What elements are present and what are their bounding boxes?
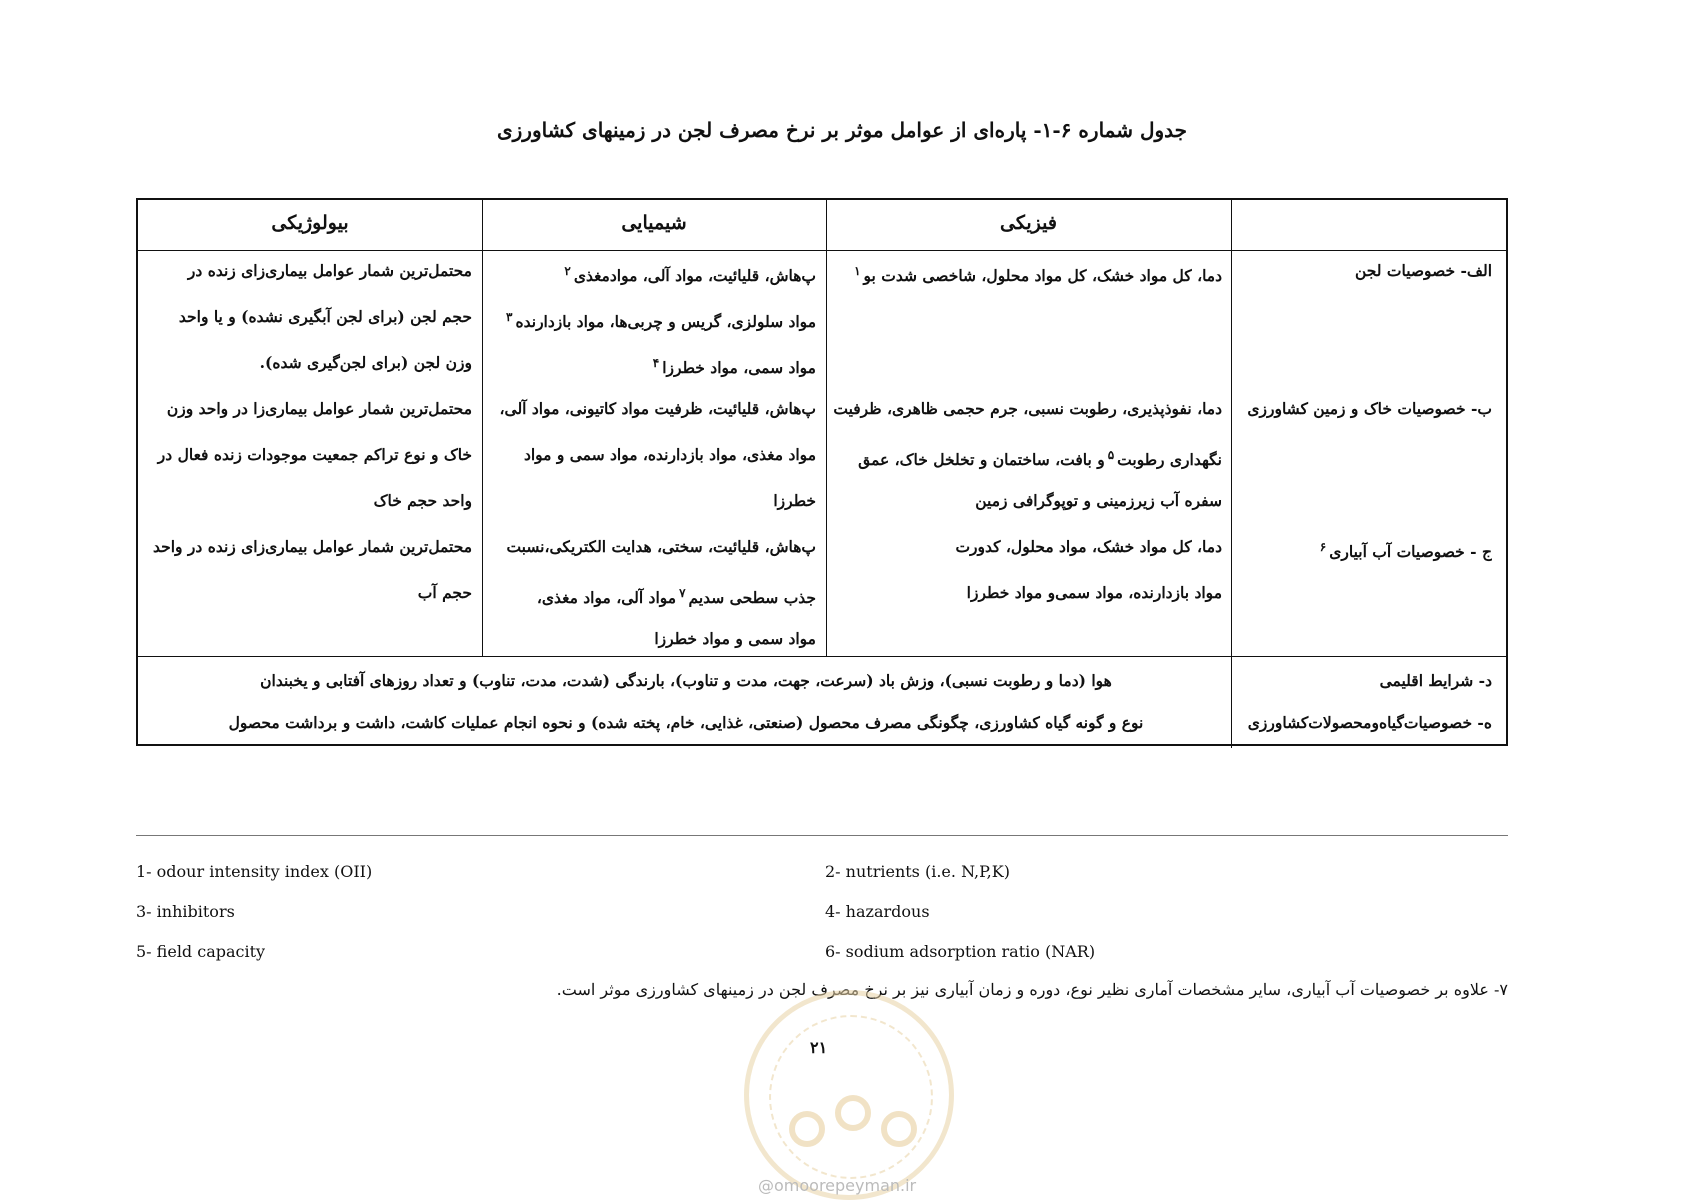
biological-irrigation: محتمل‌ترین شمار عوامل بیماری‌زای زنده در واحد حجم آب [153, 537, 472, 602]
row-label-soil: ب- خصوصیات خاک و زمین کشاورزی [1247, 399, 1492, 418]
footnote-1: 1- odour intensity index (OII) [136, 862, 373, 881]
watermark-text: @omoorepeyman.ir [758, 1176, 917, 1195]
footnote-2: 2- nutrients (i.e. N,P,K) [825, 862, 1010, 881]
footnote-3: 3- inhibitors [136, 902, 235, 921]
page-number: ۲۱ [810, 1038, 828, 1057]
biological-sludge: محتمل‌ترین شمار عوامل بیماری‌زای زنده در حجم لجن (برای لجن آبگیری نشده) و یا واحد وزن لجن (برای لجن‌گیری شده). [178, 261, 472, 372]
row-label-sludge: الف- خصوصیات لجن [1354, 261, 1492, 280]
header-chemical: شیمیایی [621, 212, 687, 234]
footnote-7: ۷- علاوه بر خصوصیات آب آبیاری، سایر مشخصات آماری نظیر نوع، دوره و زمان آبیاری نیز بر نرخ مصرف لجن در زمینهای کشاورزی موثر است. [556, 980, 1508, 999]
factors-table [136, 198, 1508, 746]
header-physical: فیزیکی [1000, 212, 1057, 234]
section-rule [138, 656, 1506, 657]
chemical-sludge: پ‌هاش، قلیائیت، مواد آلی، موادمغذی$^۲$ مواد سلولزی، گریس و چربی‌ها، مواد بازدارنده$^۳$ مواد سمی، مواد خطرزا$^۴$ [506, 264, 816, 378]
watermark-seal-logo [744, 990, 954, 1200]
chemical-irrigation: پ‌هاش، قلیائیت، سختی، هدایت الکتریکی،نسبت جذب سطحی سدیم$^۷$مواد آلی، مواد مغذی، مواد سمی و مواد خطرزا [506, 537, 816, 648]
biological-soil: محتمل‌ترین شمار عوامل بیماری‌زا در واحد وزن خاک و نوع تراکم جمعیت موجودات زنده فعال در واحد حجم خاک [157, 399, 472, 510]
physical-sludge: دما، کل مواد خشک، کل مواد محلول، شاخصی شدت بو$^۱$ [854, 264, 1222, 286]
merged-text-climate-crops: هوا (دما و رطوبت نسبی)، وزش باد (سرعت، جهت، مدت و تناوب)، بارندگی (شدت، مدت، تناوب) و تعداد روزهای آفتابی و یخبندان نوع و گونه گیاه کشاورزی، چگونگی مصرف محصول (صنعتی، غذایی، خام، پخته شده) و نحوه انجام عملیات کاشت، داشت و برداشت محصول [228, 671, 1144, 732]
footnote-5: 5- field capacity [136, 942, 266, 961]
footnote-6: 6- sodium adsorption ratio (NAR) [825, 942, 1096, 961]
chemical-soil: پ‌هاش، قلیائیت، ظرفیت مواد کاتیونی، مواد آلی، مواد مغذی، مواد بازدارنده، مواد سمی و مواد خطرزا [499, 399, 816, 510]
footnote-rule [136, 835, 1508, 836]
footnote-4: 4- hazardous [825, 902, 930, 921]
physical-soil: دما، نفوذپذیری، رطوبت نسبی، جرم حجمی ظاهری، ظرفیت نگهداری رطوبت$^۵$و بافت، ساختمان و تخلخل خاک، عمق سفره آب زیرزمینی و توپوگرافی زمین [833, 399, 1222, 510]
table-title: جدول شماره ۶-۱- پاره‌ای از عوامل موثر بر نرخ مصرف لجن در زمینهای کشاورزی [496, 118, 1187, 142]
row-label-climate: د- شرایط اقلیمی ه- خصوصیات‌گیاه‌ومحصولات‌کشاورزی [1247, 671, 1492, 732]
physical-irrigation: دما، کل مواد خشک، مواد محلول، کدورت مواد بازدارنده، مواد سمی‌و مواد خطرزا [955, 537, 1222, 602]
header-biological: بیولوژیکی [271, 212, 349, 234]
row-label-irrigation: ج - خصوصیات آب آبیاری$^۶$ [1319, 540, 1492, 562]
